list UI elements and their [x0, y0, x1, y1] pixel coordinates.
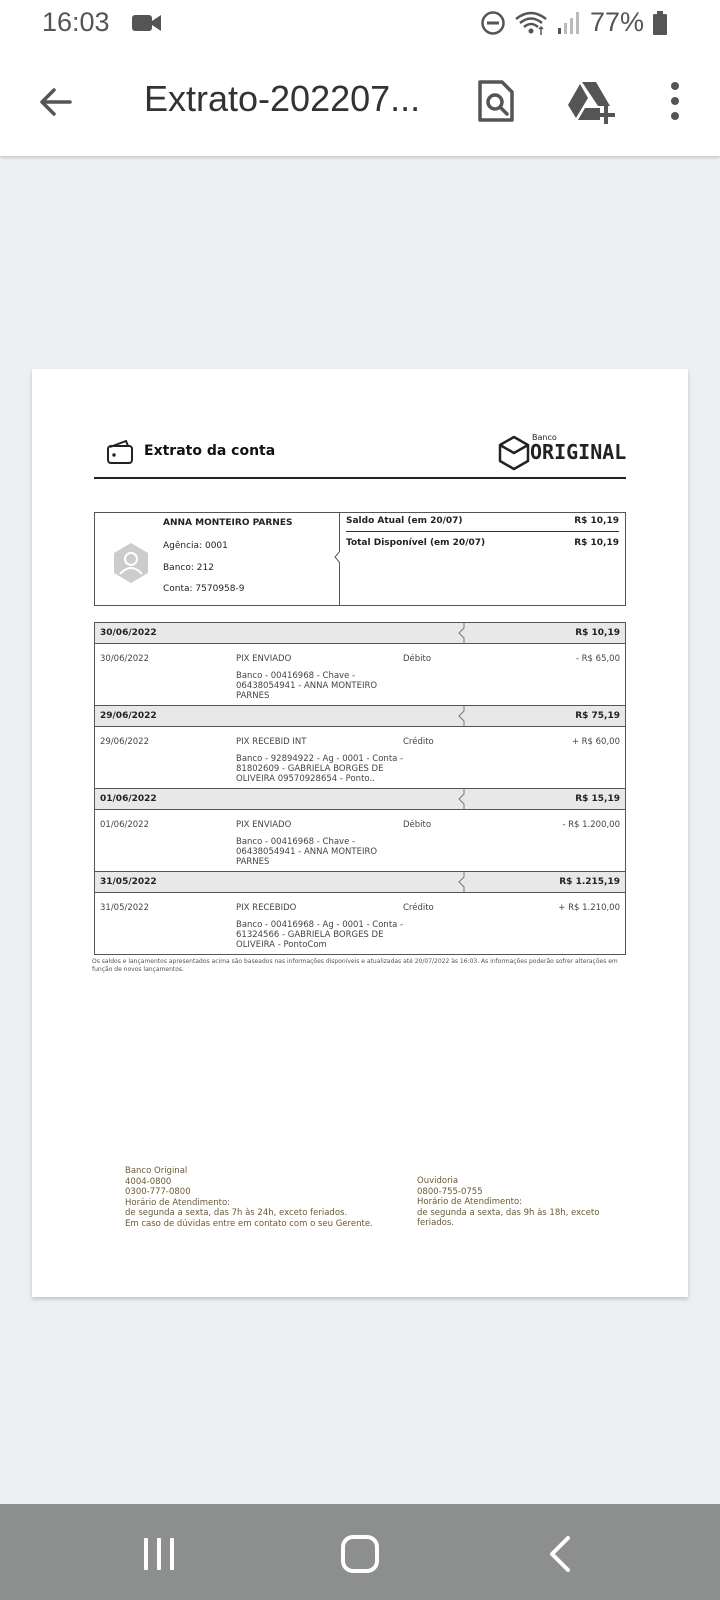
footer-contact-bank — [125, 1166, 385, 1229]
account-summary — [94, 512, 626, 606]
transaction-kind: Débito — [403, 820, 432, 830]
transaction-description: Banco - 00416968 - Ag - 0001 - Conta - 61324566 - GABRIELA BORGES DE OLIVEIRA - PontoCom — [236, 920, 404, 950]
transaction-type: PIX RECEBID INT — [236, 737, 307, 747]
balance-info — [340, 513, 625, 605]
account-number: Conta: 7570958-9 — [163, 584, 245, 594]
agency-number: Agência: 0001 — [163, 541, 228, 551]
footer-line: de segunda a sexta, das 7h às 24h, exceto feriados. — [125, 1208, 348, 1218]
footer-line: Em caso de dúvidas entre em contato com o seu Gerente. — [125, 1218, 373, 1229]
logo-original-text: ORIGINAL — [530, 440, 627, 464]
video-camera-icon — [132, 12, 162, 34]
recent-apps-icon[interactable] — [137, 1534, 181, 1574]
system-navigation-bar — [0, 1504, 720, 1600]
disclaimer-text: Os saldos e lançamentos apresentados acima são baseados nas informações disponíveis e atualizadas até 20/07/2022 às 16:03. As informações poderão sofrer alterações em função de novos lançamentos. — [92, 958, 618, 973]
day-date: 31/05/2022 — [100, 877, 157, 887]
pdf-page[interactable] — [32, 369, 688, 1297]
footer-line: 0800-755-0755 — [417, 1186, 483, 1197]
transaction-row — [95, 727, 625, 789]
footer-line: de segunda a sexta, das 9h às 18h, exceto feriados. — [417, 1207, 600, 1228]
day-header — [95, 789, 625, 810]
statement-header — [94, 433, 626, 479]
footer-line: 0300-777-0800 — [125, 1187, 191, 1197]
footer-line: Ouvidoria — [417, 1176, 459, 1186]
transaction-type: PIX ENVIADO — [236, 820, 292, 830]
battery-percentage: 77% — [589, 7, 644, 37]
logo-banco-text: Banco — [532, 433, 557, 442]
transaction-type: PIX ENVIADO — [236, 654, 292, 664]
footer-contact-ombudsman — [417, 1176, 627, 1229]
cube-logo-icon — [498, 435, 530, 471]
battery-icon — [652, 10, 668, 36]
bank-number: Banco: 212 — [163, 563, 214, 573]
transaction-amount: - R$ 1.200,00 — [562, 820, 620, 830]
transaction-kind: Débito — [403, 654, 432, 664]
day-header — [95, 706, 625, 727]
transaction-date: 29/06/2022 — [100, 737, 149, 747]
do-not-disturb-icon — [480, 10, 506, 36]
status-time: 16:03 — [42, 7, 110, 37]
add-to-drive-icon[interactable] — [566, 78, 616, 124]
row-notch — [457, 706, 467, 726]
available-balance-row — [346, 538, 619, 548]
transaction-description: Banco - 00416968 - Chave - 06438054941 - ANNA MONTEIRO PARNES — [236, 837, 378, 867]
day-balance: R$ 1.215,19 — [559, 877, 620, 887]
day-header — [95, 623, 625, 644]
footer-line: Banco Original — [125, 1166, 188, 1176]
row-notch — [457, 789, 467, 809]
wifi-icon — [514, 10, 548, 36]
day-date: 01/06/2022 — [100, 794, 157, 804]
transaction-kind: Crédito — [403, 903, 434, 913]
footer-line: Horário de Atendimento: — [125, 1197, 231, 1208]
transaction-kind: Crédito — [403, 737, 434, 747]
available-balance-label: Total Disponível (em 20/07) — [346, 538, 486, 548]
transaction-date: 01/06/2022 — [100, 820, 149, 830]
home-icon[interactable] — [338, 1534, 382, 1574]
transaction-amount: + R$ 1.210,00 — [558, 903, 620, 913]
account-holder-info — [95, 513, 340, 605]
transaction-row — [95, 893, 625, 955]
transaction-amount: - R$ 65,00 — [575, 654, 620, 664]
transaction-date: 30/06/2022 — [100, 654, 149, 664]
find-in-document-icon[interactable] — [472, 78, 518, 124]
available-balance-value: R$ 10,19 — [574, 538, 619, 548]
day-date: 30/06/2022 — [100, 628, 157, 638]
current-balance-row — [346, 516, 619, 532]
day-balance: R$ 15,19 — [575, 794, 620, 804]
status-bar — [0, 0, 720, 48]
bank-logo — [498, 433, 627, 473]
row-notch — [457, 623, 467, 643]
transaction-description: Banco - 92894922 - Ag - 0001 - Conta - 81802609 - GABRIELA BORGES DE OLIVEIRA 09570928654 - Ponto.. — [236, 754, 404, 784]
statement-title: Extrato da conta — [144, 443, 276, 459]
more-options-icon[interactable] — [660, 78, 690, 124]
transactions-table — [94, 622, 626, 955]
day-header — [95, 872, 625, 893]
current-balance-label: Saldo Atual (em 20/07) — [346, 516, 463, 526]
signal-icon — [556, 10, 582, 36]
day-balance: R$ 75,19 — [575, 711, 620, 721]
transaction-amount: + R$ 60,00 — [571, 737, 620, 747]
footer-line: 4004-0800 — [125, 1176, 172, 1187]
document-title: Extrato-202207... — [144, 78, 421, 119]
day-balance: R$ 10,19 — [575, 628, 620, 638]
day-date: 29/06/2022 — [100, 711, 157, 721]
transaction-description: Banco - 00416968 - Chave - 06438054941 - ANNA MONTEIRO PARNES — [236, 671, 378, 701]
footer-line: Horário de Atendimento: — [417, 1197, 523, 1207]
transaction-row — [95, 644, 625, 706]
app-bar — [0, 48, 720, 156]
transaction-date: 31/05/2022 — [100, 903, 149, 913]
current-balance-value: R$ 10,19 — [574, 516, 619, 526]
transaction-type: PIX RECEBIDO — [236, 903, 297, 913]
avatar-placeholder-icon — [111, 543, 151, 583]
row-notch — [457, 872, 467, 892]
transaction-row — [95, 810, 625, 872]
back-icon[interactable] — [540, 1534, 584, 1574]
account-holder-name: ANNA MONTEIRO PARNES — [163, 518, 293, 528]
wallet-icon — [106, 439, 134, 465]
back-arrow-icon[interactable] — [36, 82, 76, 122]
